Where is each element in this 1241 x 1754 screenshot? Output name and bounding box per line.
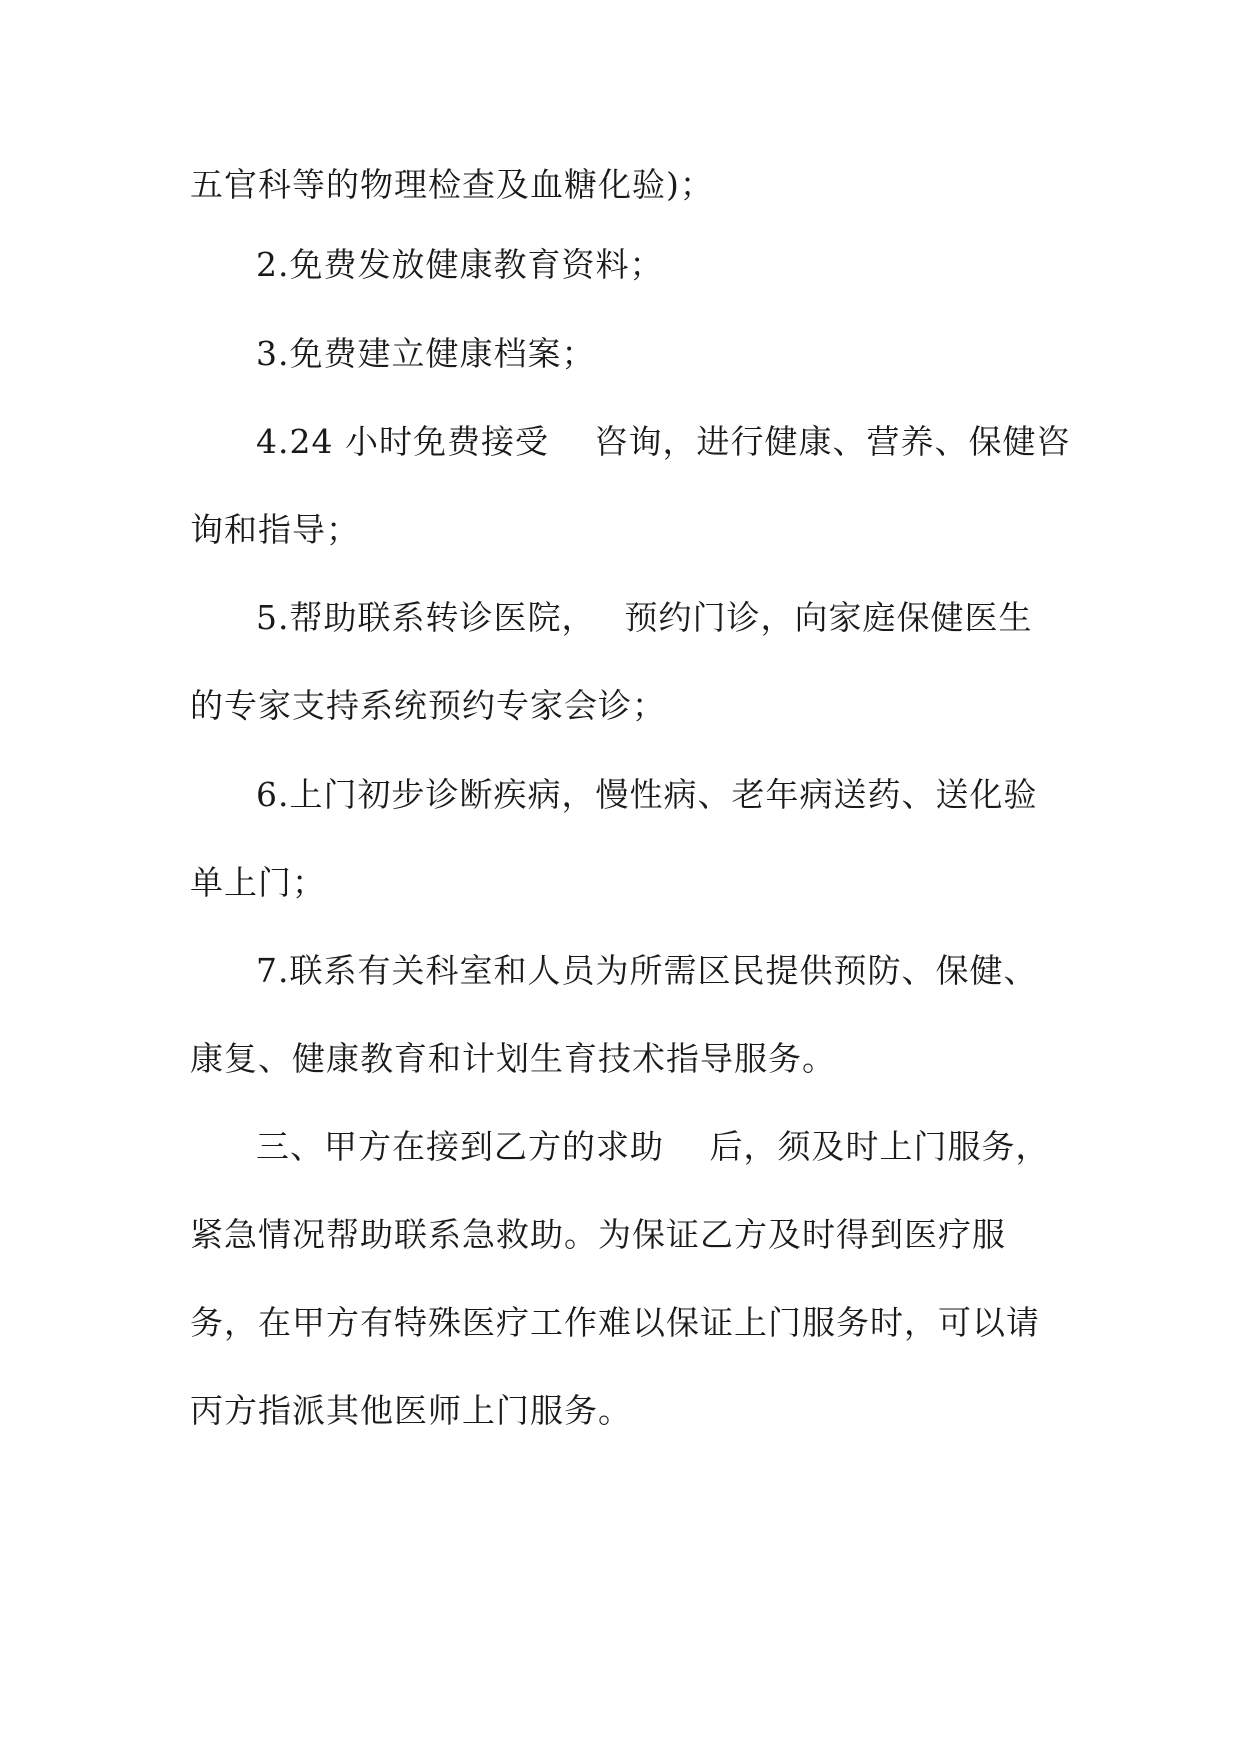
list-item-7: 7.联系有关科室和人员为所需区民提供预防、保健、 — [256, 951, 1038, 990]
text-line: 五官科等的物理检查及血糖化验)； — [190, 165, 714, 204]
text-line: 的专家支持系统预约专家会诊； — [190, 686, 666, 725]
list-item-6: 6.上门初步诊断疾病，慢性病、老年病送药、送化验 — [256, 775, 1038, 814]
text-line: 康复、健康教育和计划生育技术指导服务。 — [190, 1039, 836, 1078]
text-line: 丙方指派其他医师上门服务。 — [190, 1391, 632, 1430]
list-item-2: 2.免费发放健康教育资料； — [256, 245, 664, 284]
list-item-4: 4.24 小时免费接受 咨询，进行健康、营养、保健咨 — [256, 422, 1071, 461]
text-line: 紧急情况帮助联系急救助。为保证乙方及时得到医疗服 — [190, 1215, 1006, 1254]
text-line: 询和指导； — [190, 510, 360, 549]
list-item-3: 3.免费建立健康档案； — [256, 334, 596, 373]
text-line: 务，在甲方有特殊医疗工作难以保证上门服务时，可以请 — [190, 1303, 1040, 1342]
text-line: 单上门； — [190, 863, 326, 902]
list-item-5: 5.帮助联系转诊医院， 预约门诊，向家庭保健医生 — [256, 598, 1033, 637]
section-3-paragraph: 三、甲方在接到乙方的求助 后，须及时上门服务， — [256, 1127, 1050, 1166]
